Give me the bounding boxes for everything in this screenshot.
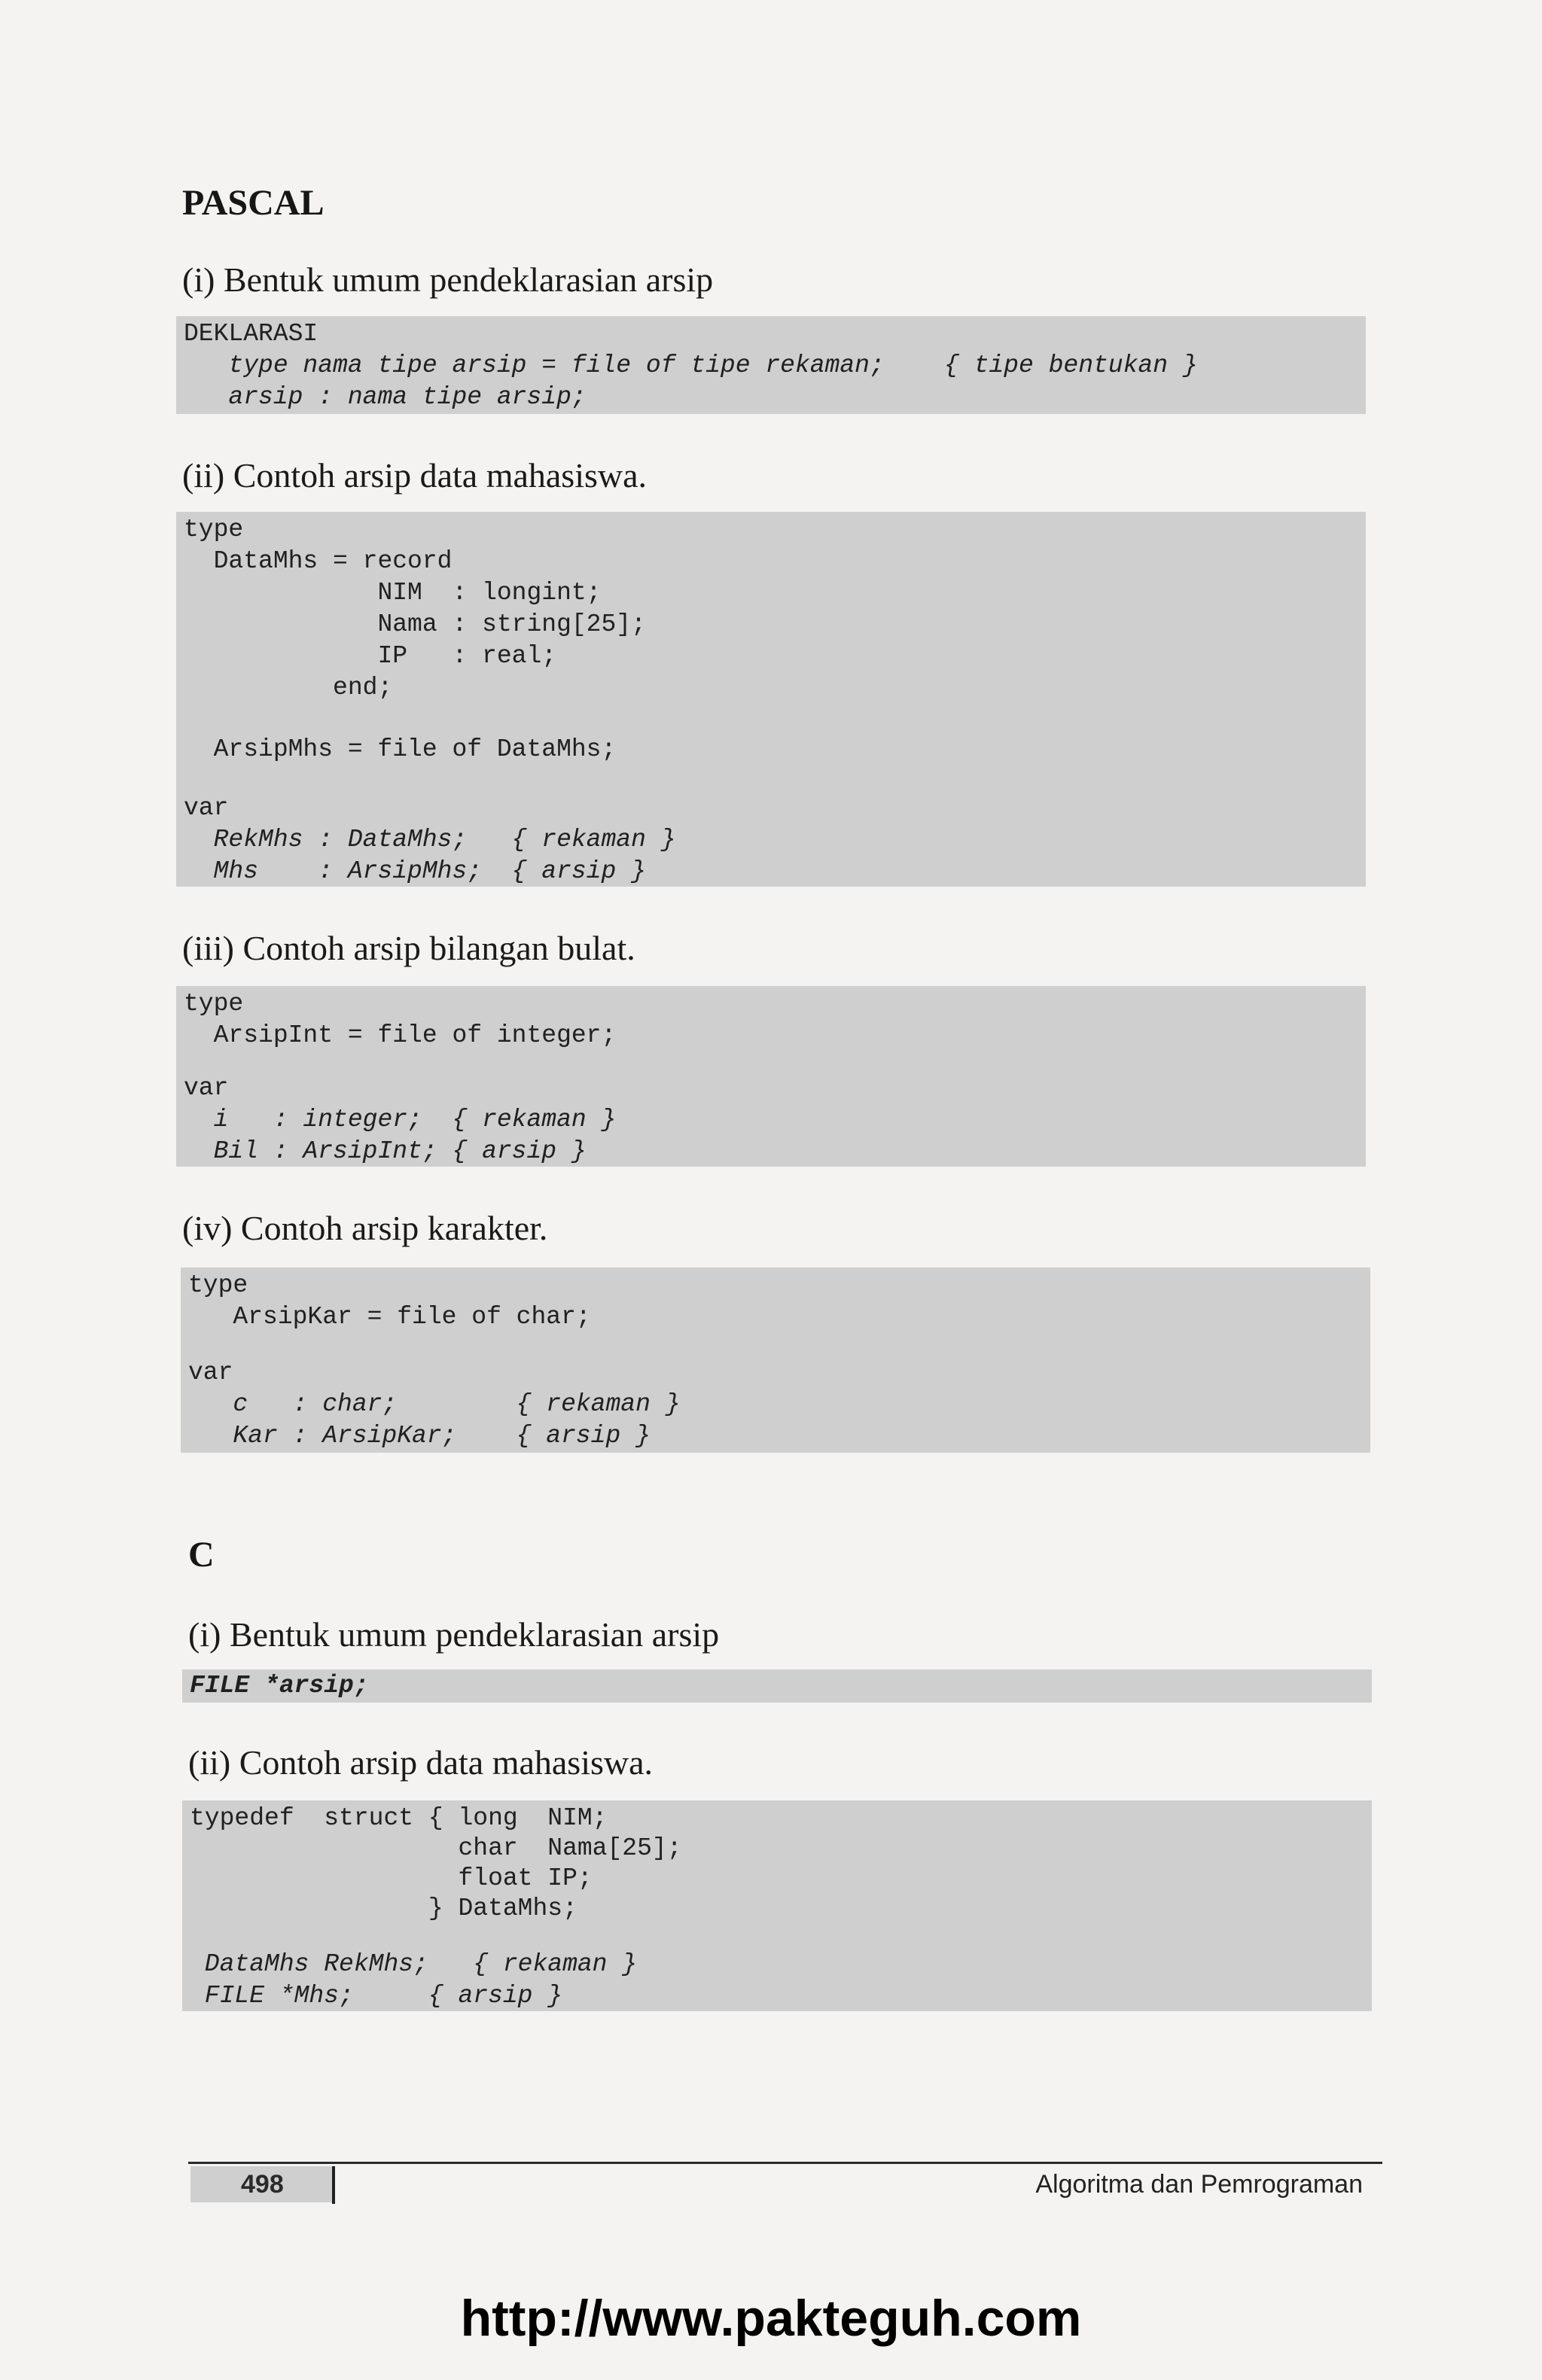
code-line: RekMhs : DataMhs; { rekaman } (184, 826, 676, 854)
code-line: FILE *Mhs; { arsip } (190, 1982, 563, 2010)
page-number-divider (332, 2166, 335, 2204)
code-line: NIM : longint; (184, 579, 602, 607)
c-section-1-code (182, 1669, 1372, 1703)
code-line: Bil : ArsipInt; { arsip } (184, 1137, 587, 1165)
code-line: var (184, 794, 229, 822)
code-line: ArsipKar = file of char; (188, 1303, 591, 1331)
code-line: Nama : string[25]; (184, 610, 646, 638)
code-line: type (188, 1271, 248, 1299)
code-line: Kar : ArsipKar; { arsip } (188, 1422, 651, 1450)
watermark-url: http://www.pakteguh.com (460, 2290, 1082, 2347)
code-line: type (184, 516, 244, 543)
pascal-section-2-caption: (ii) Contoh arsip data mahasiswa. (182, 456, 648, 495)
code-line: end; (184, 674, 393, 702)
code-line: i : integer; { rekaman } (184, 1106, 617, 1134)
page-number: 498 (241, 2170, 284, 2199)
code-line: type (184, 990, 244, 1018)
code-line: var (188, 1359, 233, 1386)
code-line: float IP; (190, 1864, 593, 1892)
pascal-section-3-code (176, 986, 1366, 1167)
pascal-section-1-code (176, 316, 1366, 414)
footer-rule (188, 2162, 1382, 2164)
code-line: c : char; { rekaman } (188, 1390, 681, 1418)
code-line: var (184, 1074, 229, 1102)
pascal-section-1-caption: (i) Bentuk umum pendeklarasian arsip (182, 260, 714, 299)
code-line: type nama tipe arsip = file of tipe rekaman; { tipe bentukan } (184, 352, 1198, 379)
c-section-2-code (182, 1800, 1372, 2011)
c-section-1-caption: (i) Bentuk umum pendeklarasian arsip (188, 1615, 720, 1654)
pascal-section-2-code (176, 512, 1366, 887)
code-line: DEKLARASI (184, 320, 318, 348)
pascal-section-3-caption: (iii) Contoh arsip bilangan bulat. (182, 929, 635, 967)
code-line: typedef struct { long NIM; (190, 1804, 608, 1832)
code-line: ArsipInt = file of integer; (184, 1021, 617, 1049)
code-line: DataMhs = record (184, 547, 453, 575)
code-line: Mhs : ArsipMhs; { arsip } (184, 857, 646, 885)
code-line: FILE *arsip; (190, 1672, 369, 1700)
c-heading: C (188, 1535, 215, 1575)
code-line: ArsipMhs = file of DataMhs; (184, 735, 617, 763)
code-line: DataMhs RekMhs; { rekaman } (190, 1950, 638, 1978)
code-line: char Nama[25]; (190, 1834, 682, 1862)
pascal-heading: PASCAL (182, 183, 325, 223)
code-line: } DataMhs; (190, 1895, 577, 1922)
pascal-section-4-code (181, 1268, 1370, 1453)
code-line: arsip : nama tipe arsip; (184, 383, 587, 411)
c-section-2-caption: (ii) Contoh arsip data mahasiswa. (188, 1743, 654, 1782)
code-line: IP : real; (184, 642, 557, 670)
book-title: Algoritma dan Pemrograman (1035, 2170, 1363, 2199)
pascal-section-4-caption: (iv) Contoh arsip karakter. (182, 1209, 548, 1247)
